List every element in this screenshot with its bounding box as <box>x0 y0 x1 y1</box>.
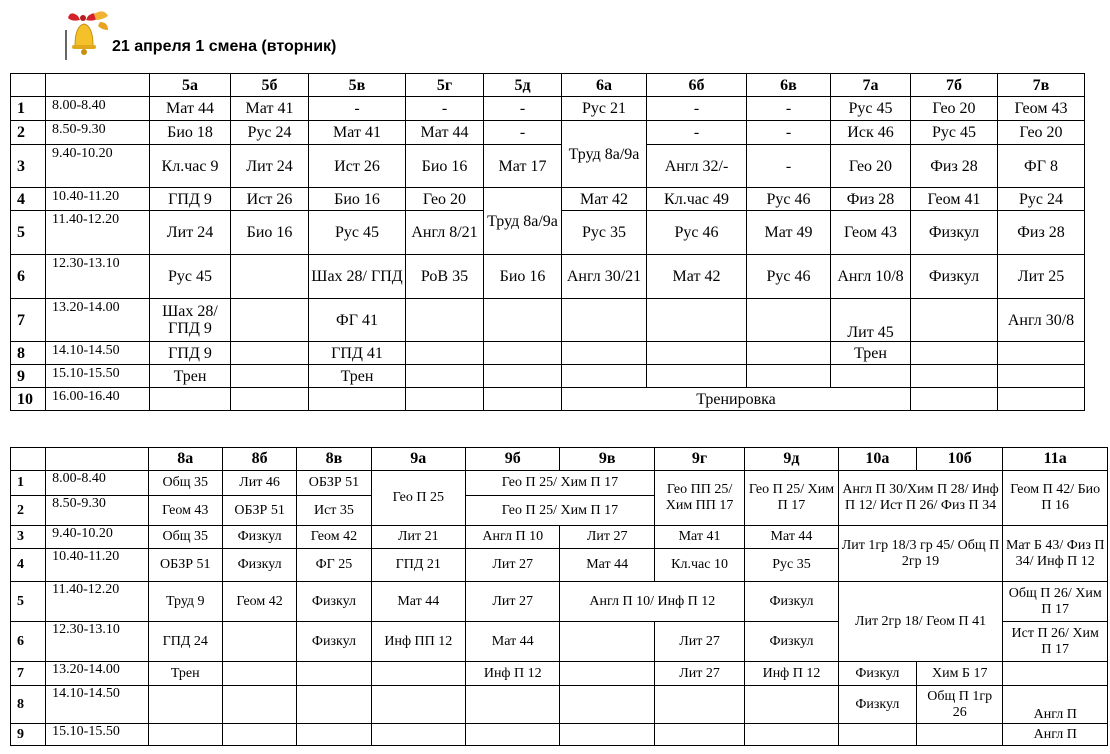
lesson-cell <box>560 724 654 746</box>
header-cell-empty <box>11 448 46 471</box>
lesson-time: 8.50-9.30 <box>46 121 150 145</box>
class-header: 9в <box>560 448 654 471</box>
class-header: 6в <box>747 74 831 97</box>
class-header: 9а <box>371 448 465 471</box>
lesson-cell <box>911 388 998 411</box>
lesson-cell: Мат 41 <box>231 97 309 121</box>
lesson-cell: Рус 45 <box>150 255 231 299</box>
training-cell: Тренировка <box>562 388 911 411</box>
lesson-cell: ФГ 25 <box>297 549 371 582</box>
lesson-cell: Трен <box>831 342 911 365</box>
lesson-time: 11.40-12.20 <box>46 211 150 255</box>
lesson-cell: Геом 42 <box>222 582 296 622</box>
lesson-time: 12.30-13.10 <box>46 622 148 662</box>
lesson-cell: Лит 24 <box>150 211 231 255</box>
lesson-cell: Лит 27 <box>654 622 744 662</box>
lesson-number: 6 <box>11 255 46 299</box>
lesson-cell: Англ 32/- <box>647 145 747 188</box>
class-header: 7б <box>911 74 998 97</box>
class-header: 8в <box>297 448 371 471</box>
lesson-cell: - <box>747 145 831 188</box>
lesson-cell: Англ П 10 <box>466 526 560 549</box>
lesson-cell: Физкул <box>838 662 916 686</box>
lesson-cell <box>222 724 296 746</box>
lesson-cell: Гео 20 <box>406 188 484 211</box>
lesson-cell: Гео ПП 25/ Хим ПП 17 <box>654 471 744 526</box>
lesson-cell: ГПД 9 <box>150 188 231 211</box>
lesson-number: 10 <box>11 388 46 411</box>
lesson-number: 3 <box>11 526 46 549</box>
lesson-cell: Био 16 <box>406 145 484 188</box>
lesson-cell: Мат Б 43/ Физ П 34/ Инф П 12 <box>1003 526 1108 582</box>
lesson-number: 8 <box>11 686 46 724</box>
bell-icon <box>64 8 110 60</box>
lesson-cell <box>148 686 222 724</box>
lesson-cell: Мат 17 <box>484 145 562 188</box>
lesson-cell: Гео П 25/ Хим П 17 <box>466 471 655 496</box>
lesson-cell <box>747 342 831 365</box>
lesson-cell <box>406 388 484 411</box>
lesson-cell: Общ П 1гр 26 <box>917 686 1003 724</box>
lesson-cell: Геом 42 <box>297 526 371 549</box>
lesson-cell: Физкул <box>745 622 838 662</box>
lesson-cell: Рус 35 <box>745 549 838 582</box>
lesson-number: 4 <box>11 188 46 211</box>
lesson-cell <box>222 662 296 686</box>
lesson-cell: Гео 20 <box>998 121 1085 145</box>
lesson-cell: Мат 42 <box>647 255 747 299</box>
lesson-cell: ОБЗР 51 <box>297 471 371 496</box>
lesson-cell <box>560 662 654 686</box>
lesson-cell: Кл.час 49 <box>647 188 747 211</box>
lesson-cell: Инф ПП 12 <box>371 622 465 662</box>
lesson-time: 10.40-11.20 <box>46 549 148 582</box>
lesson-cell: Физкул <box>297 622 371 662</box>
lesson-cell: Геом 43 <box>831 211 911 255</box>
lesson-time: 15.10-15.50 <box>46 724 148 746</box>
table-header-row <box>11 74 1085 97</box>
lesson-number: 4 <box>11 549 46 582</box>
lesson-number: 7 <box>11 299 46 342</box>
lesson-cell: Кл.час 10 <box>654 549 744 582</box>
table-row <box>11 365 1085 388</box>
class-header: 5г <box>406 74 484 97</box>
lesson-cell: Труд 8а/9а <box>562 121 647 188</box>
lesson-cell: Англ 30/8 <box>998 299 1085 342</box>
lesson-cell: Хим Б 17 <box>917 662 1003 686</box>
lesson-time: 16.00-16.40 <box>46 388 150 411</box>
lesson-cell: Физ 28 <box>831 188 911 211</box>
lesson-time: 11.40-12.20 <box>46 582 148 622</box>
lesson-cell <box>747 365 831 388</box>
lesson-cell <box>150 388 231 411</box>
lesson-cell <box>297 724 371 746</box>
lesson-cell: Лит 27 <box>466 549 560 582</box>
class-header: 10а <box>838 448 916 471</box>
lesson-cell: Ист 26 <box>309 145 406 188</box>
lesson-cell: Мат 42 <box>562 188 647 211</box>
lesson-time: 13.20-14.00 <box>46 662 148 686</box>
lesson-cell <box>998 388 1085 411</box>
lesson-cell: Рус 35 <box>562 211 647 255</box>
lesson-time: 9.40-10.20 <box>46 526 148 549</box>
lesson-cell <box>560 686 654 724</box>
lesson-number: 1 <box>11 471 46 496</box>
lesson-cell <box>911 299 998 342</box>
lesson-cell: Рус 45 <box>309 211 406 255</box>
lesson-cell: - <box>647 97 747 121</box>
class-header: 9б <box>466 448 560 471</box>
lesson-cell <box>484 388 562 411</box>
class-header: 6а <box>562 74 647 97</box>
lesson-cell: Лит 1гр 18/3 гр 45/ Общ П 2гр 19 <box>838 526 1003 582</box>
lesson-cell <box>654 724 744 746</box>
lesson-time: 8.00-8.40 <box>46 471 148 496</box>
table-row <box>11 145 1085 188</box>
lesson-number: 2 <box>11 496 46 526</box>
lesson-cell: Мат 44 <box>371 582 465 622</box>
class-header: 9д <box>745 448 838 471</box>
lesson-cell <box>911 342 998 365</box>
header-cell-empty <box>46 448 148 471</box>
lesson-cell: Рус 24 <box>231 121 309 145</box>
table-row <box>11 686 1108 724</box>
lesson-number: 1 <box>11 97 46 121</box>
lesson-cell: Инф П 12 <box>466 662 560 686</box>
lesson-cell <box>297 662 371 686</box>
lesson-cell <box>406 342 484 365</box>
lesson-cell: Общ П 26/ Хим П 17 <box>1003 582 1108 622</box>
lesson-cell: Рус 45 <box>831 97 911 121</box>
lesson-cell <box>484 299 562 342</box>
lesson-cell: Иск 46 <box>831 121 911 145</box>
lesson-cell: Мат 49 <box>747 211 831 255</box>
lesson-cell: Физкул <box>838 686 916 724</box>
table-row <box>11 526 1108 549</box>
lesson-cell: Геом П 42/ Био П 16 <box>1003 471 1108 526</box>
lesson-cell <box>231 299 309 342</box>
lesson-cell: - <box>747 121 831 145</box>
lesson-cell <box>371 662 465 686</box>
lesson-cell: Лит 27 <box>560 526 654 549</box>
lesson-cell: Рус 46 <box>647 211 747 255</box>
class-header: 7а <box>831 74 911 97</box>
lesson-cell: Лит 27 <box>654 662 744 686</box>
lesson-cell <box>654 686 744 724</box>
lesson-cell <box>309 388 406 411</box>
lesson-cell: Гео П 25 <box>371 471 465 526</box>
lesson-cell: Геом 43 <box>998 97 1085 121</box>
lesson-cell: Англ П 30/Хим П 28/ Инф П 12/ Ист П 26/ Физ П 34 <box>838 471 1003 526</box>
lesson-cell: - <box>406 97 484 121</box>
table-row <box>11 662 1108 686</box>
lesson-number: 5 <box>11 211 46 255</box>
lesson-cell: - <box>647 121 747 145</box>
lesson-time: 8.00-8.40 <box>46 97 150 121</box>
lesson-number: 5 <box>11 582 46 622</box>
lesson-cell: Общ 35 <box>148 526 222 549</box>
class-header: 10б <box>917 448 1003 471</box>
lesson-cell <box>148 724 222 746</box>
class-header: 8а <box>148 448 222 471</box>
lesson-time: 8.50-9.30 <box>46 496 148 526</box>
lesson-cell: Англ 30/21 <box>562 255 647 299</box>
lesson-time: 9.40-10.20 <box>46 145 150 188</box>
lesson-cell <box>562 299 647 342</box>
lesson-cell: Био 16 <box>484 255 562 299</box>
lesson-cell: ФГ 8 <box>998 145 1085 188</box>
lesson-cell: Мат 44 <box>745 526 838 549</box>
class-header: 8б <box>222 448 296 471</box>
class-header: 5д <box>484 74 562 97</box>
lesson-cell: - <box>309 97 406 121</box>
lesson-cell <box>406 299 484 342</box>
lesson-number: 3 <box>11 145 46 188</box>
lesson-time: 13.20-14.00 <box>46 299 150 342</box>
lesson-number: 9 <box>11 365 46 388</box>
lesson-cell <box>647 365 747 388</box>
lesson-cell: ФГ 41 <box>309 299 406 342</box>
lesson-cell <box>231 365 309 388</box>
lesson-cell: Био 18 <box>150 121 231 145</box>
class-header: 7в <box>998 74 1085 97</box>
class-header: 9г <box>654 448 744 471</box>
table-row <box>11 188 1085 211</box>
lesson-cell <box>647 299 747 342</box>
table-row <box>11 471 1108 496</box>
lesson-time: 14.10-14.50 <box>46 342 150 365</box>
class-header: 5а <box>150 74 231 97</box>
lesson-cell <box>1003 662 1108 686</box>
lesson-cell: Мат 41 <box>309 121 406 145</box>
lesson-number: 2 <box>11 121 46 145</box>
lesson-cell: РоВ 35 <box>406 255 484 299</box>
lesson-cell: ГПД 21 <box>371 549 465 582</box>
lesson-cell: Гео 20 <box>911 97 998 121</box>
lesson-cell: Лит 46 <box>222 471 296 496</box>
lesson-cell <box>231 255 309 299</box>
lesson-cell: Англ П <box>1003 724 1108 746</box>
lesson-number: 8 <box>11 342 46 365</box>
lesson-cell: ГПД 41 <box>309 342 406 365</box>
lesson-time: 12.30-13.10 <box>46 255 150 299</box>
lesson-cell <box>560 622 654 662</box>
lesson-cell: Рус 24 <box>998 188 1085 211</box>
lesson-cell: Физкул <box>745 582 838 622</box>
lesson-cell <box>466 724 560 746</box>
class-header: 5б <box>231 74 309 97</box>
lesson-cell <box>231 342 309 365</box>
lesson-cell: Трен <box>148 662 222 686</box>
lesson-cell: Рус 46 <box>747 255 831 299</box>
lesson-cell <box>466 686 560 724</box>
lesson-cell <box>562 342 647 365</box>
lesson-cell: Лит 2гр 18/ Геом П 41 <box>838 582 1003 662</box>
lesson-cell: Лит 45 <box>831 299 911 342</box>
lesson-cell: Лит 25 <box>998 255 1085 299</box>
lesson-cell: Англ 10/8 <box>831 255 911 299</box>
lesson-cell <box>222 622 296 662</box>
lesson-cell: ГПД 24 <box>148 622 222 662</box>
lesson-cell: Шах 28/ ГПД 9 <box>150 299 231 342</box>
lesson-cell <box>297 686 371 724</box>
header-cell-empty <box>11 74 46 97</box>
lesson-time: 10.40-11.20 <box>46 188 150 211</box>
lesson-cell <box>998 365 1085 388</box>
lesson-cell <box>484 365 562 388</box>
lesson-cell: - <box>484 97 562 121</box>
lesson-cell: Мат 41 <box>654 526 744 549</box>
schedule-table-5-7 <box>10 73 1085 411</box>
table-row <box>11 724 1108 746</box>
lesson-cell <box>562 365 647 388</box>
lesson-cell: Геом 41 <box>911 188 998 211</box>
lesson-cell: Труд 8а/9а <box>484 188 562 255</box>
lesson-cell: ОБЗР 51 <box>148 549 222 582</box>
lesson-cell: Физкул <box>222 526 296 549</box>
lesson-cell: Гео П 25/ Хим П 17 <box>466 496 655 526</box>
lesson-cell: Лит 21 <box>371 526 465 549</box>
lesson-cell <box>222 686 296 724</box>
lesson-cell: Рус 21 <box>562 97 647 121</box>
lesson-cell <box>838 724 916 746</box>
page-title: 21 апреля 1 смена (вторник) <box>112 38 337 55</box>
lesson-cell: Англ П 10/ Инф П 12 <box>560 582 745 622</box>
lesson-cell: Физ 28 <box>911 145 998 188</box>
lesson-cell <box>406 365 484 388</box>
lesson-cell: Физ 28 <box>998 211 1085 255</box>
lesson-cell: Гео 20 <box>831 145 911 188</box>
lesson-cell <box>371 686 465 724</box>
lesson-cell: Трен <box>309 365 406 388</box>
lesson-cell: - <box>747 97 831 121</box>
lesson-cell: Мат 44 <box>406 121 484 145</box>
lesson-cell: Ист П 26/ Хим П 17 <box>1003 622 1108 662</box>
lesson-cell: Рус 46 <box>747 188 831 211</box>
lesson-cell: Шах 28/ ГПД <box>309 255 406 299</box>
lesson-number: 7 <box>11 662 46 686</box>
lesson-cell <box>745 724 838 746</box>
lesson-cell: Мат 44 <box>560 549 654 582</box>
lesson-cell: Био 16 <box>309 188 406 211</box>
lesson-cell <box>998 342 1085 365</box>
class-header: 5в <box>309 74 406 97</box>
lesson-cell: Геом 43 <box>148 496 222 526</box>
lesson-cell: - <box>484 121 562 145</box>
class-header: 6б <box>647 74 747 97</box>
lesson-cell: Физкул <box>911 211 998 255</box>
lesson-cell: Мат 44 <box>150 97 231 121</box>
table-row <box>11 255 1085 299</box>
lesson-cell: ГПД 9 <box>150 342 231 365</box>
lesson-cell: Трен <box>150 365 231 388</box>
table-row <box>11 121 1085 145</box>
lesson-cell: Ист 26 <box>231 188 309 211</box>
table-row <box>11 342 1085 365</box>
lesson-cell <box>647 342 747 365</box>
lesson-time: 14.10-14.50 <box>46 686 148 724</box>
lesson-number: 6 <box>11 622 46 662</box>
lesson-cell <box>745 686 838 724</box>
table-row <box>11 388 1085 411</box>
lesson-cell: Кл.час 9 <box>150 145 231 188</box>
lesson-cell: Гео П 25/ Хим П 17 <box>745 471 838 526</box>
lesson-cell <box>231 388 309 411</box>
lesson-cell: Труд 9 <box>148 582 222 622</box>
table-row <box>11 97 1085 121</box>
lesson-cell: Физкул <box>222 549 296 582</box>
lesson-cell: Лит 27 <box>466 582 560 622</box>
lesson-cell: Био 16 <box>231 211 309 255</box>
lesson-time: 15.10-15.50 <box>46 365 150 388</box>
lesson-cell: Англ П <box>1003 686 1108 724</box>
lesson-cell: Мат 44 <box>466 622 560 662</box>
lesson-cell: Инф П 12 <box>745 662 838 686</box>
lesson-cell <box>371 724 465 746</box>
lesson-cell <box>831 365 911 388</box>
lesson-cell <box>917 724 1003 746</box>
lesson-number: 9 <box>11 724 46 746</box>
table-row <box>11 582 1108 622</box>
lesson-cell: Физкул <box>297 582 371 622</box>
lesson-cell <box>911 365 998 388</box>
lesson-cell: Физкул <box>911 255 998 299</box>
table-header-row <box>11 448 1108 471</box>
lesson-cell <box>484 342 562 365</box>
lesson-cell: Лит 24 <box>231 145 309 188</box>
lesson-cell <box>747 299 831 342</box>
lesson-cell: Ист 35 <box>297 496 371 526</box>
lesson-cell: ОБЗР 51 <box>222 496 296 526</box>
table-row <box>11 299 1085 342</box>
lesson-cell: Общ 35 <box>148 471 222 496</box>
schedule-table-8-11 <box>10 447 1108 746</box>
header-cell-empty <box>46 74 150 97</box>
class-header: 11а <box>1003 448 1108 471</box>
lesson-cell: Рус 45 <box>911 121 998 145</box>
lesson-cell: Англ 8/21 <box>406 211 484 255</box>
